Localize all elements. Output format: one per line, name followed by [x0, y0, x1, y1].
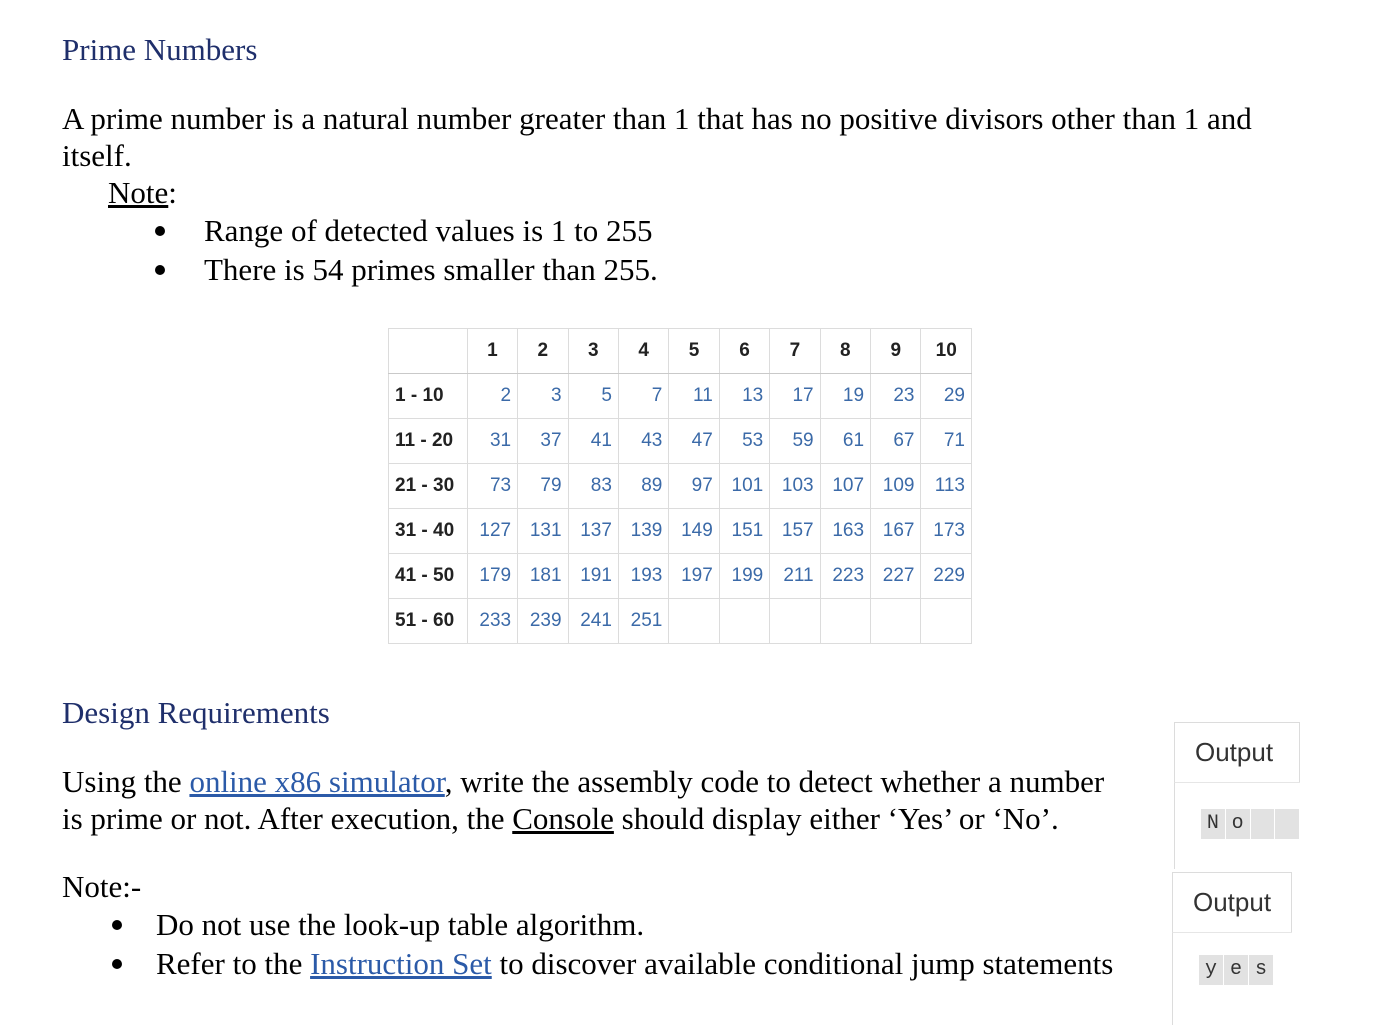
- note2-bullet-2-text: [156, 945, 1113, 982]
- prime-cell: 59: [770, 419, 820, 464]
- prime-cell: 137: [568, 509, 618, 554]
- prime-cell: 5: [568, 374, 618, 419]
- prime-cell: 19: [820, 374, 870, 419]
- prime-cell: 109: [871, 464, 921, 509]
- note2-bullet-2-a: Refer to the: [156, 946, 311, 981]
- prime-cell: 29: [921, 374, 972, 419]
- table-row: [389, 419, 972, 464]
- output-panel-yes: [1172, 872, 1292, 1025]
- prime-cell: 193: [618, 554, 668, 599]
- row-header: 51 - 60: [389, 599, 468, 644]
- prime-cell: [669, 599, 719, 644]
- column-header: 9: [871, 329, 921, 374]
- table-row: [389, 509, 972, 554]
- req-text-c: is prime or not. After execution, the: [62, 801, 513, 836]
- output-console: [1174, 782, 1300, 869]
- instruction-set-link[interactable]: Instruction Set: [310, 946, 492, 981]
- column-header: 10: [921, 329, 972, 374]
- column-header: 6: [719, 329, 769, 374]
- prime-cell: 139: [618, 509, 668, 554]
- console-cell: N: [1201, 809, 1225, 839]
- output-console: [1172, 932, 1292, 1025]
- bullet-dot-icon: [155, 226, 165, 236]
- console-cells: [1199, 955, 1292, 985]
- req-text-d: should display either ‘Yes’ or ‘No’.: [613, 801, 1059, 836]
- prime-cell: 73: [467, 464, 517, 509]
- table-row: [389, 599, 972, 644]
- prime-cell: 61: [820, 419, 870, 464]
- online-simulator-link[interactable]: online x86 simulator: [189, 764, 445, 799]
- prime-cell: 229: [921, 554, 972, 599]
- note-label: [108, 174, 177, 211]
- prime-cell: 79: [518, 464, 568, 509]
- requirements-text: [62, 763, 1162, 837]
- column-header: 3: [568, 329, 618, 374]
- column-header: 7: [770, 329, 820, 374]
- prime-cell: 191: [568, 554, 618, 599]
- prime-cell: 13: [719, 374, 769, 419]
- design-requirements-heading: Design Requirements: [62, 695, 330, 730]
- prime-cell: 239: [518, 599, 568, 644]
- column-header: 5: [669, 329, 719, 374]
- prime-cell: 233: [467, 599, 517, 644]
- row-header: 1 - 10: [389, 374, 468, 419]
- column-header: 8: [820, 329, 870, 374]
- prime-cell: 223: [820, 554, 870, 599]
- output-title: Output: [1174, 722, 1300, 782]
- prime-cell: 83: [568, 464, 618, 509]
- prime-cell: 47: [669, 419, 719, 464]
- prime-cell: 199: [719, 554, 769, 599]
- prime-cell: 157: [770, 509, 820, 554]
- prime-cell: 113: [921, 464, 972, 509]
- note-bullet-1-text: Range of detected values is 1 to 255: [204, 213, 653, 248]
- intro-line-2: itself.: [62, 138, 132, 173]
- console-cell: s: [1249, 955, 1273, 985]
- prime-cell: 211: [770, 554, 820, 599]
- output-title: Output: [1172, 872, 1292, 932]
- prime-table: [388, 328, 972, 644]
- prime-cell: 131: [518, 509, 568, 554]
- prime-cell: 31: [467, 419, 517, 464]
- console-cell: o: [1226, 809, 1250, 839]
- prime-cell: 43: [618, 419, 668, 464]
- prime-cell: 127: [467, 509, 517, 554]
- prime-cell: 251: [618, 599, 668, 644]
- prime-cell: 3: [518, 374, 568, 419]
- table-row: [389, 464, 972, 509]
- bullet-dot-icon: [112, 920, 122, 930]
- prime-cell: 37: [518, 419, 568, 464]
- req-text-b: , write the assembly code to detect whether a number: [444, 764, 1105, 799]
- prime-cell: 7: [618, 374, 668, 419]
- prime-cell: [921, 599, 972, 644]
- column-header: 1: [467, 329, 517, 374]
- prime-cell: 149: [669, 509, 719, 554]
- intro-text: [62, 100, 1362, 174]
- prime-cell: 97: [669, 464, 719, 509]
- prime-cell: 241: [568, 599, 618, 644]
- prime-cell: 2: [467, 374, 517, 419]
- note2-bullet-1-text: Do not use the look-up table algorithm.: [156, 907, 645, 942]
- prime-cell: 11: [669, 374, 719, 419]
- note-colon: :: [168, 175, 177, 210]
- prime-cell: 71: [921, 419, 972, 464]
- bullet-dot-icon: [155, 265, 165, 275]
- console-cell: y: [1199, 955, 1223, 985]
- prime-cell: [820, 599, 870, 644]
- note-word: Note: [108, 175, 169, 210]
- corner-cell: [389, 329, 468, 374]
- console-cell: e: [1224, 955, 1248, 985]
- console-cell: [1275, 809, 1299, 839]
- prime-cell: 41: [568, 419, 618, 464]
- note-bullet-2-text: There is 54 primes smaller than 255.: [204, 252, 658, 287]
- row-header: 11 - 20: [389, 419, 468, 464]
- prime-cell: 197: [669, 554, 719, 599]
- output-panel-no: [1174, 722, 1300, 869]
- note2-label: Note:-: [62, 869, 142, 904]
- prime-cell: 101: [719, 464, 769, 509]
- prime-cell: 173: [921, 509, 972, 554]
- column-header: 2: [518, 329, 568, 374]
- console-term: Console: [512, 801, 614, 836]
- table-row: [389, 374, 972, 419]
- note2-bullet-2-b: to discover available conditional jump statements: [491, 946, 1114, 981]
- table-header-row: [389, 329, 972, 374]
- prime-cell: 23: [871, 374, 921, 419]
- bullet-dot-icon: [112, 959, 122, 969]
- prime-cell: 181: [518, 554, 568, 599]
- prime-cell: 89: [618, 464, 668, 509]
- prime-cell: 227: [871, 554, 921, 599]
- console-cells: [1201, 809, 1300, 839]
- prime-cell: 53: [719, 419, 769, 464]
- column-header: 4: [618, 329, 668, 374]
- prime-cell: [719, 599, 769, 644]
- console-cell: [1251, 809, 1275, 839]
- prime-cell: [871, 599, 921, 644]
- prime-cell: 17: [770, 374, 820, 419]
- row-header: 21 - 30: [389, 464, 468, 509]
- req-text-a: Using the: [62, 764, 190, 799]
- prime-numbers-heading: Prime Numbers: [62, 32, 258, 67]
- prime-cell: 167: [871, 509, 921, 554]
- prime-cell: [770, 599, 820, 644]
- row-header: 41 - 50: [389, 554, 468, 599]
- prime-cell: 179: [467, 554, 517, 599]
- prime-cell: 163: [820, 509, 870, 554]
- table-row: [389, 554, 972, 599]
- prime-cell: 151: [719, 509, 769, 554]
- prime-cell: 107: [820, 464, 870, 509]
- row-header: 31 - 40: [389, 509, 468, 554]
- prime-cell: 103: [770, 464, 820, 509]
- prime-cell: 67: [871, 419, 921, 464]
- intro-line-1: A prime number is a natural number greater than 1 that has no positive divisors other than 1 and: [62, 101, 1252, 136]
